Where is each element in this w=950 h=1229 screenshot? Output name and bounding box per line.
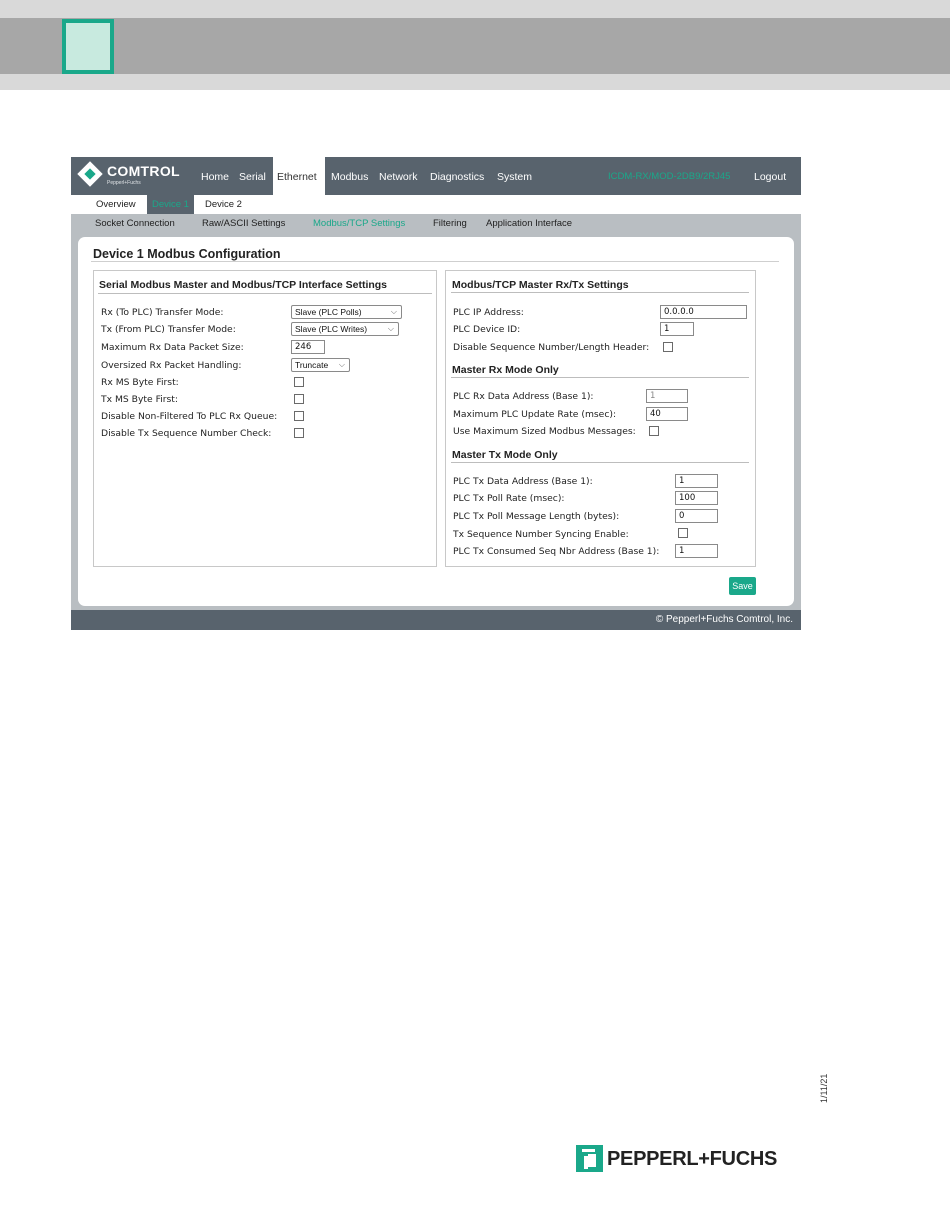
tx-ms-byte-label: Tx MS Byte First: bbox=[101, 394, 178, 405]
tab-filtering[interactable]: Filtering bbox=[433, 218, 467, 229]
master-tx-heading: Master Tx Mode Only bbox=[452, 449, 558, 461]
logout-link[interactable]: Logout bbox=[754, 171, 787, 183]
brand-sub: Pepperl+Fuchs bbox=[107, 180, 141, 186]
pepperl-fuchs-wordmark: PEPPERL+FUCHS bbox=[607, 1148, 778, 1170]
header-band bbox=[0, 18, 950, 74]
tab-device-2[interactable]: Device 2 bbox=[205, 199, 242, 210]
rx-transfer-mode-label: Rx (To PLC) Transfer Mode: bbox=[101, 307, 224, 318]
web-interface-screenshot bbox=[71, 157, 801, 630]
tx-consumed-address-label: PLC Tx Consumed Seq Nbr Address (Base 1): bbox=[453, 546, 660, 557]
oversized-handling-value: Truncate bbox=[295, 360, 329, 370]
master-rx-heading-rule bbox=[451, 377, 749, 378]
save-button[interactable]: Save bbox=[729, 577, 756, 595]
title-divider bbox=[91, 261, 779, 262]
plc-ip-input[interactable]: 0.0.0.0 bbox=[660, 305, 747, 319]
nav-network[interactable]: Network bbox=[379, 171, 418, 183]
chevron-down-icon: ⌵ bbox=[387, 324, 394, 333]
chevron-down-icon: ⌵ bbox=[338, 360, 345, 369]
settings-tabs bbox=[71, 214, 801, 234]
serial-modbus-heading: Serial Modbus Master and Modbus/TCP Interface Settings bbox=[99, 279, 388, 291]
tab-modbus-tcp[interactable]: Modbus/TCP Settings bbox=[313, 218, 406, 229]
plc-device-id-input[interactable]: 1 bbox=[660, 322, 694, 336]
max-rx-packet-input[interactable]: 246 bbox=[291, 340, 325, 354]
app-footer bbox=[71, 610, 801, 630]
tx-consumed-address-input[interactable]: 1 bbox=[675, 544, 718, 558]
rx-data-address-input[interactable]: 1 bbox=[646, 389, 688, 403]
rx-ms-byte-checkbox[interactable] bbox=[294, 377, 304, 387]
nav-system[interactable]: System bbox=[497, 171, 533, 183]
tab-raw-ascii[interactable]: Raw/ASCII Settings bbox=[202, 218, 286, 229]
device-tabs bbox=[71, 195, 801, 214]
page-header bbox=[0, 0, 950, 90]
oversized-handling-select[interactable] bbox=[291, 358, 350, 372]
oversized-handling-label: Oversized Rx Packet Handling: bbox=[101, 360, 242, 371]
page-title: Device 1 Modbus Configuration bbox=[93, 247, 281, 261]
tx-data-address-label: PLC Tx Data Address (Base 1): bbox=[453, 476, 593, 487]
tab-overview[interactable]: Overview bbox=[96, 199, 136, 210]
tx-seq-sync-checkbox[interactable] bbox=[678, 528, 688, 538]
plc-ip-label: PLC IP Address: bbox=[453, 307, 524, 318]
use-max-sized-checkbox[interactable] bbox=[649, 426, 659, 436]
disable-nonfiltered-label: Disable Non-Filtered To PLC Rx Queue: bbox=[101, 411, 278, 422]
tx-transfer-mode-select[interactable] bbox=[291, 322, 399, 336]
pepperl-fuchs-mark-icon bbox=[576, 1145, 603, 1172]
nav-serial[interactable]: Serial bbox=[239, 171, 266, 183]
master-rx-heading: Master Rx Mode Only bbox=[452, 364, 559, 376]
rx-transfer-mode-select[interactable] bbox=[291, 305, 402, 319]
master-tx-heading-rule bbox=[451, 462, 749, 463]
rx-data-address-label: PLC Rx Data Address (Base 1): bbox=[453, 391, 594, 402]
chapter-marker bbox=[62, 19, 114, 74]
serial-modbus-heading-rule bbox=[98, 293, 432, 294]
max-update-rate-input[interactable]: 40 bbox=[646, 407, 688, 421]
disable-nonfiltered-checkbox[interactable] bbox=[294, 411, 304, 421]
brand-name: COMTROL bbox=[107, 163, 180, 179]
modbus-tcp-master-heading: Modbus/TCP Master Rx/Tx Settings bbox=[452, 279, 629, 291]
tx-ms-byte-checkbox[interactable] bbox=[294, 394, 304, 404]
nav-diagnostics[interactable]: Diagnostics bbox=[430, 171, 485, 183]
tx-poll-length-label: PLC Tx Poll Message Length (bytes): bbox=[453, 511, 620, 522]
modbus-tcp-master-heading-rule bbox=[451, 292, 749, 293]
nav-home[interactable]: Home bbox=[201, 171, 230, 183]
nav-modbus[interactable]: Modbus bbox=[331, 171, 369, 183]
plc-device-id-label: PLC Device ID: bbox=[453, 324, 521, 335]
comtrol-diamond-icon bbox=[77, 161, 102, 186]
top-nav bbox=[71, 157, 801, 195]
tx-poll-length-input[interactable]: 0 bbox=[675, 509, 718, 523]
copyright: © Pepperl+Fuchs Comtrol, Inc. bbox=[655, 614, 793, 625]
disable-tx-seq-checkbox[interactable] bbox=[294, 428, 304, 438]
tx-poll-rate-input[interactable]: 100 bbox=[675, 491, 718, 505]
revision-date: 1/11/21 bbox=[819, 1073, 829, 1103]
tx-poll-rate-label: PLC Tx Poll Rate (msec): bbox=[453, 493, 565, 504]
comtrol-logo bbox=[77, 161, 187, 191]
rx-transfer-mode-value: Slave (PLC Polls) bbox=[295, 307, 362, 317]
device-name: ICDM-RX/MOD-2DB9/2RJ45 bbox=[608, 171, 731, 182]
tx-transfer-mode-value: Slave (PLC Writes) bbox=[295, 324, 368, 334]
max-update-rate-label: Maximum PLC Update Rate (msec): bbox=[453, 409, 617, 420]
chevron-down-icon: ⌵ bbox=[390, 307, 397, 316]
disable-seq-header-checkbox[interactable] bbox=[663, 342, 673, 352]
disable-tx-seq-label: Disable Tx Sequence Number Check: bbox=[101, 428, 272, 439]
disable-seq-header-label: Disable Sequence Number/Length Header: bbox=[453, 342, 650, 353]
tab-device-1[interactable]: Device 1 bbox=[147, 195, 194, 214]
rx-ms-byte-label: Rx MS Byte First: bbox=[101, 377, 179, 388]
tab-socket-connection[interactable]: Socket Connection bbox=[95, 218, 175, 229]
tx-transfer-mode-label: Tx (From PLC) Transfer Mode: bbox=[101, 324, 236, 335]
tab-application-interface[interactable]: Application Interface bbox=[486, 218, 573, 229]
tx-data-address-input[interactable]: 1 bbox=[675, 474, 718, 488]
tx-seq-sync-label: Tx Sequence Number Syncing Enable: bbox=[453, 529, 629, 540]
nav-ethernet[interactable]: Ethernet bbox=[273, 157, 325, 195]
use-max-sized-label: Use Maximum Sized Modbus Messages: bbox=[453, 426, 636, 437]
max-rx-packet-label: Maximum Rx Data Packet Size: bbox=[101, 342, 244, 353]
